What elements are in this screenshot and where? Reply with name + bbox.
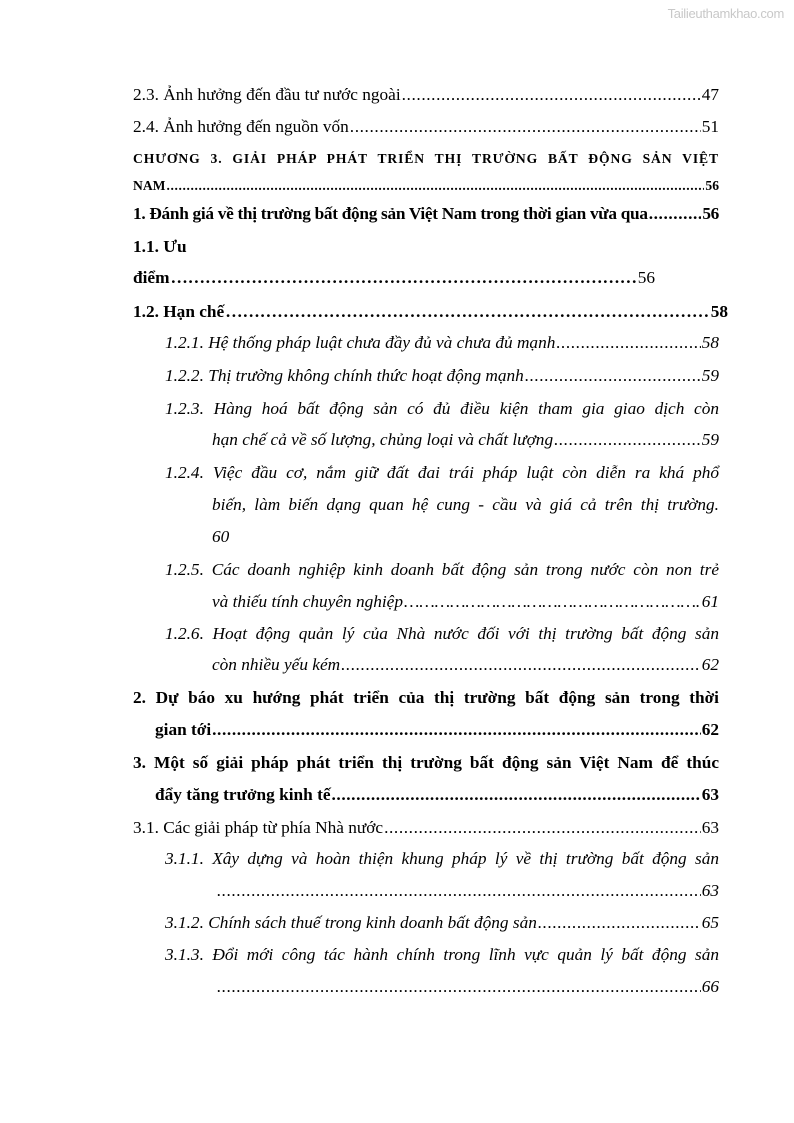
dot-leader — [350, 116, 701, 138]
toc-page-number: 63 — [701, 785, 719, 804]
dot-leader — [170, 267, 636, 289]
toc-page-number: 58 — [710, 302, 728, 321]
dot-leader — [225, 301, 710, 323]
toc-entry-title: 3. Một số giải pháp phát triển thị trường bất động sản Việt Nam để thúc — [133, 753, 719, 772]
toc-entry-title: 1.2.5. Các doanh nghiệp kinh doanh bất động sản trong nước còn non trẻ — [165, 560, 719, 579]
toc-entry-title: 1.2. Hạn chế — [133, 302, 225, 321]
toc-chapter-3-line2[interactable] — [133, 175, 719, 197]
toc-page-number: 59 — [701, 366, 719, 385]
toc-entry-title: hạn chế cả về số lượng, chủng loại và chất lượng — [212, 430, 554, 449]
toc-page-number: 58 — [701, 333, 719, 352]
toc-entry-3-line1[interactable] — [133, 752, 719, 774]
toc-entry-title: 1.1. Ưu — [133, 237, 187, 256]
dot-leader — [384, 817, 701, 839]
toc-page-number: 66 — [701, 977, 719, 996]
toc-entry-3-1[interactable] — [133, 817, 719, 839]
toc-entry-3-1-1-line2[interactable] — [216, 880, 719, 902]
toc-entry-3-1-1-line1[interactable] — [165, 848, 719, 870]
toc-entry-3-1-2[interactable] — [165, 912, 719, 934]
toc-entry-1-2-6-line1[interactable] — [165, 623, 719, 645]
toc-entry-title: 1.2.1. Hệ thống pháp luật chưa đầy đủ và chưa đủ mạnh — [165, 333, 556, 352]
toc-entry-3-1-3-line2[interactable] — [216, 976, 719, 998]
toc-entry-1[interactable] — [133, 203, 719, 225]
toc-entry-title: 2. Dự báo xu hướng phát triển của thị trường bất động sản trong thời — [133, 688, 719, 707]
toc-entry-title: CHƯƠNG 3. GIẢI PHÁP PHÁT TRIỂN THỊ TRƯỜNG BẤT ĐỘNG SẢN VIỆT — [133, 151, 719, 166]
toc-page-number: 56 — [705, 178, 719, 193]
toc-entry-title: điểm — [133, 268, 170, 287]
dot-leader — [649, 203, 702, 225]
toc-entry-1-2-3-line2[interactable] — [212, 429, 719, 451]
toc-entry-title: 1.2.6. Hoạt động quản lý của Nhà nước đối với thị trường bất động sản — [165, 624, 719, 643]
toc-entry-title: còn nhiều yếu kém — [212, 655, 341, 674]
toc-page-number: 56 — [702, 204, 719, 223]
toc-entry-1-2[interactable] — [133, 301, 728, 323]
toc-entry-1-2-4-page[interactable] — [212, 526, 229, 548]
toc-entry-1-2-4-line2[interactable] — [212, 494, 719, 516]
toc-entry-title: 2.4. Ảnh hưởng đến nguồn vốn — [133, 117, 349, 136]
toc-page-number: 63 — [701, 818, 719, 837]
toc-entry-1-2-6-line2[interactable] — [212, 654, 719, 676]
toc-page-number: 60 — [212, 527, 230, 546]
toc-entry-1-2-2[interactable] — [165, 365, 719, 387]
dot-leader — [217, 976, 701, 998]
toc-entry-title: NAM — [133, 178, 166, 193]
toc-page-number: 62 — [701, 720, 719, 739]
toc-entry-3-line2[interactable] — [155, 784, 719, 806]
dot-leader — [404, 591, 701, 613]
toc-entry-1-2-5-line1[interactable] — [165, 559, 719, 581]
toc-entry-title: 3.1.1. Xây dựng và hoàn thiện khung pháp lý về thị trường bất động sản — [165, 849, 719, 868]
toc-entry-1-2-4-line1[interactable] — [165, 462, 719, 484]
toc-entry-title: 3.1. Các giải pháp từ phía Nhà nước — [133, 818, 384, 837]
toc-entry-3-1-3-line1[interactable] — [165, 944, 719, 966]
toc-entry-1-1-line1[interactable] — [133, 236, 719, 258]
toc-entry-2-4[interactable] — [133, 116, 719, 138]
toc-page-number: 51 — [701, 117, 719, 136]
toc-entry-title: 2.3. Ảnh hưởng đến đầu tư nước ngoài — [133, 85, 401, 104]
dot-leader — [554, 429, 701, 451]
dot-leader — [538, 912, 701, 934]
toc-page-number: 47 — [701, 85, 719, 104]
watermark: Tailieuthamkhao.com — [667, 6, 784, 21]
toc-entry-2-3[interactable] — [133, 84, 719, 106]
toc-entry-title: 1. Đánh giá về thị trường bất động sản Việt Nam trong thời gian vừa qua — [133, 204, 648, 223]
dot-leader — [332, 784, 701, 806]
dot-leader — [556, 332, 700, 354]
toc-entry-title: 3.1.3. Đổi mới công tác hành chính trong lĩnh vực quản lý bất động sản — [165, 945, 719, 964]
toc-entry-1-2-1[interactable] — [165, 332, 719, 354]
toc-entry-title: 1.2.3. Hàng hoá bất động sản có đủ điều kiện tham gia giao dịch còn — [165, 399, 719, 418]
dot-leader — [525, 365, 701, 387]
toc-entry-1-2-3-line1[interactable] — [165, 398, 719, 420]
toc-page-number: 56 — [637, 268, 655, 287]
toc-entry-2-line1[interactable] — [133, 687, 719, 709]
dot-leader — [217, 880, 701, 902]
toc-page-number: 61 — [701, 592, 719, 611]
dot-leader — [341, 654, 701, 676]
toc-chapter-3-line1[interactable] — [133, 148, 719, 170]
toc-entry-title: và thiếu tính chuyên nghiệp — [212, 592, 403, 611]
dot-leader — [402, 84, 701, 106]
dot-leader — [212, 719, 701, 741]
toc-entry-title: biến, làm biến dạng quan hệ cung - cầu và giá cả trên thị trường. — [212, 495, 719, 514]
toc-entry-1-2-5-line2[interactable] — [212, 591, 719, 613]
toc-page-number: 59 — [701, 430, 719, 449]
toc-entry-title: gian tới — [155, 720, 212, 739]
toc-entry-title: 1.2.2. Thị trường không chính thức hoạt động mạnh — [165, 366, 524, 385]
toc-page-number: 62 — [701, 655, 719, 674]
toc-entry-title: đẩy tăng trưởng kinh tế — [155, 785, 331, 804]
toc-entry-2-line2[interactable] — [155, 719, 719, 741]
toc-page-number: 63 — [701, 881, 719, 900]
dot-leader — [166, 175, 704, 197]
toc-entry-title: 1.2.4. Việc đầu cơ, nắm giữ đất đai trái pháp luật còn diễn ra khá phổ — [165, 463, 719, 482]
toc-page-number: 65 — [701, 913, 719, 932]
toc-entry-1-1-line2[interactable] — [133, 267, 655, 289]
toc-entry-title: 3.1.2. Chính sách thuế trong kinh doanh bất động sản — [165, 913, 537, 932]
